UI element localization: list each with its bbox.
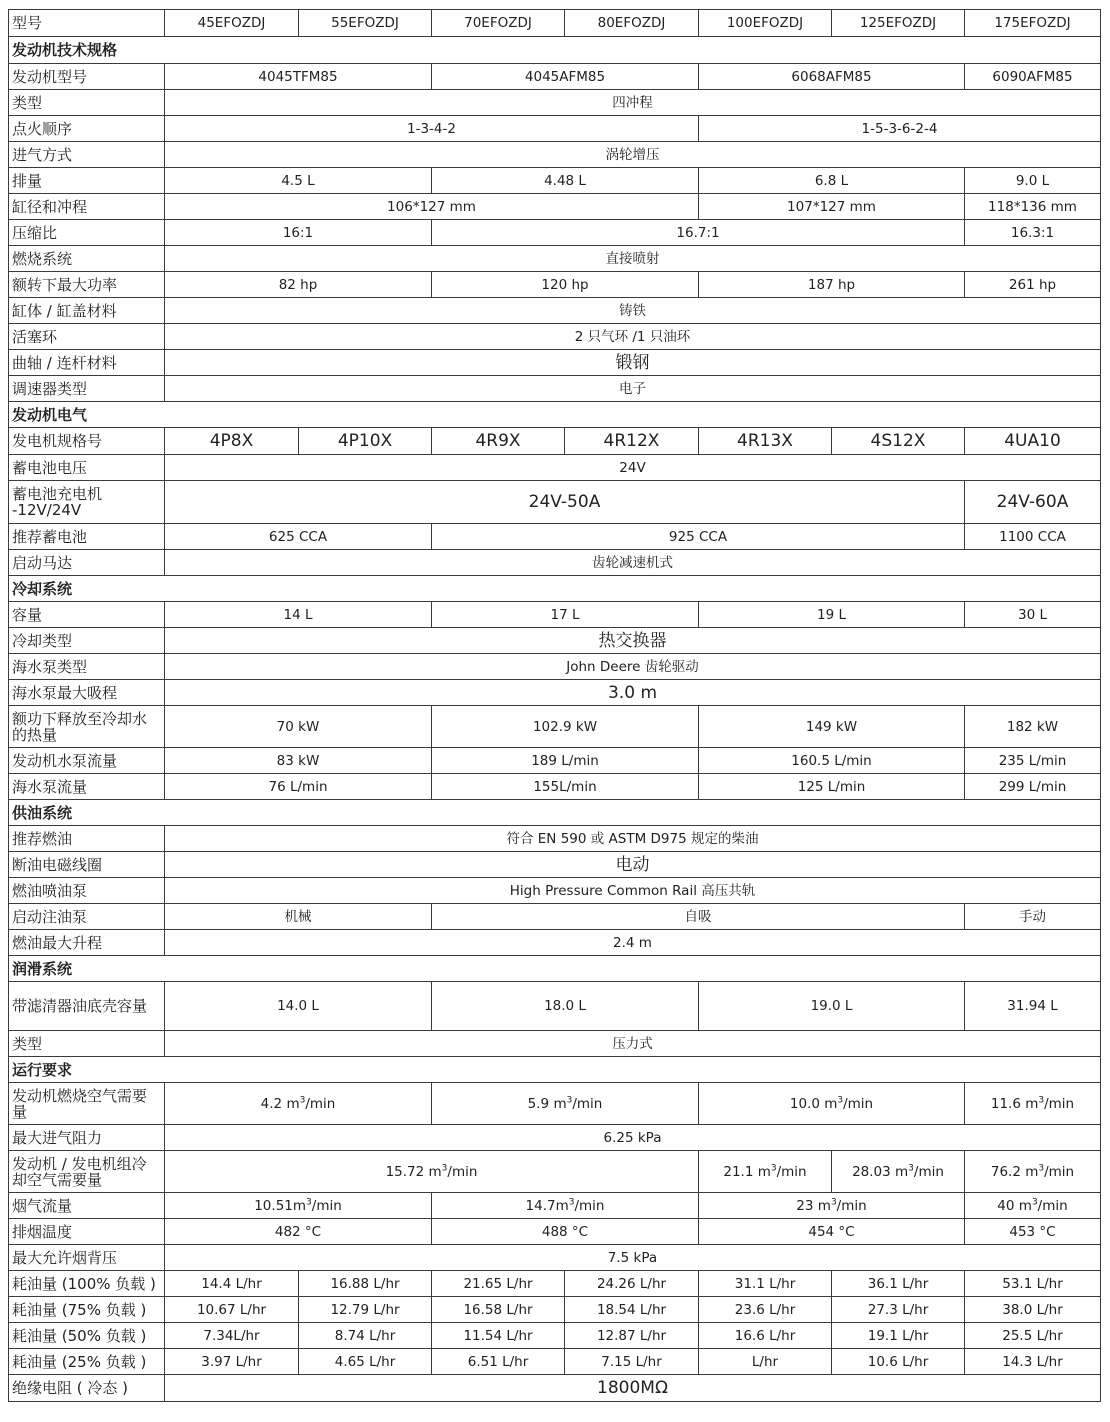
row-label: 耗油量 (50% 负载 ): [9, 1323, 165, 1349]
flow-value: 5.9: [527, 1095, 550, 1112]
cell: 7.15 L/hr: [565, 1349, 699, 1375]
row-label: 带滤清器油底壳容量: [9, 982, 165, 1031]
unit: m: [286, 1095, 300, 1112]
cell: 83 kW: [165, 748, 432, 774]
cell: John Deere 齿轮驱动: [165, 654, 1101, 680]
row-label: 海水泵流量: [9, 774, 165, 800]
model-cell: 125EFOZDJ: [832, 10, 965, 37]
model-label: 型号: [9, 10, 165, 37]
table-row: [9, 878, 1101, 904]
cell: 16.7:1: [432, 220, 965, 246]
unit: m: [824, 1095, 838, 1112]
row-label: 蓄电池充电机 -12V/24V: [9, 481, 165, 524]
cell: 149 kW: [699, 706, 965, 748]
table-row: [9, 90, 1101, 116]
cell: 31.94 L: [965, 982, 1101, 1031]
cell: 19.0 L: [699, 982, 965, 1031]
cell: 自吸: [432, 904, 965, 930]
flow-value: 28.03: [852, 1163, 891, 1180]
row-label: 绝缘电阻 ( 冷态 ): [9, 1375, 165, 1402]
cell: 14.4 L/hr: [165, 1271, 299, 1297]
table-row: [9, 194, 1101, 220]
cell: 24V-50A: [165, 481, 965, 524]
cell: 30 L: [965, 602, 1101, 628]
cell: 155L/min: [432, 774, 699, 800]
row-label: 容量: [9, 602, 165, 628]
table-row: [9, 524, 1101, 550]
cell: 4R13X: [699, 428, 832, 455]
model-cell: 80EFOZDJ: [565, 10, 699, 37]
table-row: [9, 1125, 1101, 1151]
cell: 四冲程: [165, 90, 1101, 116]
cell: 454 °C: [699, 1219, 965, 1245]
cell: 齿轮减速机式: [165, 550, 1101, 576]
cell: High Pressure Common Rail 高压共轨: [165, 878, 1101, 904]
table-row: [9, 455, 1101, 481]
flow-value: 14.7: [525, 1197, 556, 1214]
unit: m: [1018, 1197, 1032, 1214]
cell: 2.4 m: [165, 930, 1101, 956]
cell: [165, 1151, 699, 1193]
table-row: [9, 1297, 1101, 1323]
row-label: 燃烧系统: [9, 246, 165, 272]
cell: [832, 1151, 965, 1193]
model-cell: 175EFOZDJ: [965, 10, 1101, 37]
table-row: [9, 1245, 1101, 1271]
table-row: [9, 1349, 1101, 1375]
cell: 19.1 L/hr: [832, 1323, 965, 1349]
cell: 11.54 L/hr: [432, 1323, 565, 1349]
cell: 4P10X: [299, 428, 432, 455]
cell: 符合 EN 590 或 ASTM D975 规定的柴油: [165, 826, 1101, 852]
cell: 70 kW: [165, 706, 432, 748]
table-row: [9, 481, 1101, 524]
table-row: [9, 1031, 1101, 1057]
unit-exp: 3: [566, 1095, 573, 1105]
cell: 4.5 L: [165, 168, 432, 194]
cell: 16.58 L/hr: [432, 1297, 565, 1323]
row-label: 缸径和冲程: [9, 194, 165, 220]
unit: m: [1025, 1163, 1039, 1180]
cell: 19 L: [699, 602, 965, 628]
section-title-lube: 润滑系统: [9, 956, 1101, 982]
unit-tail: /min: [305, 1095, 336, 1112]
cell: 10.67 L/hr: [165, 1297, 299, 1323]
model-row: [9, 10, 1101, 37]
row-label: 曲轴 / 连杆材料: [9, 350, 165, 376]
cell: 锻钢: [165, 350, 1101, 376]
table-row: [9, 852, 1101, 878]
cell: 125 L/min: [699, 774, 965, 800]
row-label: 耗油量 (100% 负载 ): [9, 1271, 165, 1297]
cell: 14 L: [165, 602, 432, 628]
table-row: [9, 1151, 1101, 1193]
table-row: [9, 298, 1101, 324]
unit-exp: 3: [770, 1163, 777, 1173]
cell: [699, 1151, 832, 1193]
cell: [165, 1083, 432, 1125]
model-cell: 70EFOZDJ: [432, 10, 565, 37]
cell: 23.6 L/hr: [699, 1297, 832, 1323]
flow-value: 11.6: [990, 1095, 1021, 1112]
table-row: [9, 706, 1101, 748]
unit-tail: /min: [447, 1163, 478, 1180]
cell: 6068AFM85: [699, 64, 965, 90]
cell: 118*136 mm: [965, 194, 1101, 220]
cell: 压力式: [165, 1031, 1101, 1057]
unit: m: [553, 1095, 567, 1112]
table-row: [9, 220, 1101, 246]
cell: 8.74 L/hr: [299, 1323, 432, 1349]
section-row: [9, 576, 1101, 602]
flow-value: 4.2: [260, 1095, 283, 1112]
cell: 电动: [165, 852, 1101, 878]
cell: 7.34L/hr: [165, 1323, 299, 1349]
unit-tail: /min: [776, 1163, 807, 1180]
row-label: 缸体 / 缸盖材料: [9, 298, 165, 324]
cell: 160.5 L/min: [699, 748, 965, 774]
unit-exp: 3: [908, 1163, 914, 1173]
cell: 120 hp: [432, 272, 699, 298]
unit-exp: 3: [306, 1197, 312, 1207]
model-cell: 55EFOZDJ: [299, 10, 432, 37]
row-label: 活塞环: [9, 324, 165, 350]
row-label: 发动机燃烧空气需要量: [9, 1083, 165, 1125]
unit-tail: /min: [913, 1163, 944, 1180]
unit-exp: 3: [1031, 1197, 1038, 1207]
flow-value: 40: [997, 1197, 1015, 1214]
cell: 10.6 L/hr: [832, 1349, 965, 1375]
cell: 36.1 L/hr: [832, 1271, 965, 1297]
cell: 6.25 kPa: [165, 1125, 1101, 1151]
unit-tail: /min: [1044, 1095, 1075, 1112]
table-row: [9, 904, 1101, 930]
table-row: [9, 272, 1101, 298]
cell: 4UA10: [965, 428, 1101, 455]
table-row: [9, 142, 1101, 168]
unit: m: [757, 1163, 771, 1180]
cell: 53.1 L/hr: [965, 1271, 1101, 1297]
section-row: [9, 37, 1101, 64]
table-row: [9, 246, 1101, 272]
section-row: [9, 800, 1101, 826]
cell: 14.3 L/hr: [965, 1349, 1101, 1375]
cell: 4R12X: [565, 428, 699, 455]
cell: 38.0 L/hr: [965, 1297, 1101, 1323]
unit-tail: /min: [311, 1197, 342, 1214]
table-row: [9, 1323, 1101, 1349]
row-label: 蓄电池电压: [9, 455, 165, 481]
row-label: 额功下释放至冷却水的热量: [9, 706, 165, 748]
unit: m: [1025, 1095, 1039, 1112]
row-label: 启动注油泵: [9, 904, 165, 930]
cell: 4045TFM85: [165, 64, 432, 90]
unit: m: [428, 1163, 442, 1180]
table-row: [9, 168, 1101, 194]
table-row: [9, 628, 1101, 654]
cell: 21.65 L/hr: [432, 1271, 565, 1297]
section-title-cooling: 冷却系统: [9, 576, 1101, 602]
row-label: 推荐蓄电池: [9, 524, 165, 550]
cell: 16.3:1: [965, 220, 1101, 246]
cell: 76 L/min: [165, 774, 432, 800]
cell: 107*127 mm: [699, 194, 965, 220]
unit-tail: /min: [572, 1095, 603, 1112]
row-label: 调速器类型: [9, 376, 165, 402]
cell: 482 °C: [165, 1219, 432, 1245]
section-title-operation: 运行要求: [9, 1057, 1101, 1083]
cell: 16:1: [165, 220, 432, 246]
cell: 106*127 mm: [165, 194, 699, 220]
row-label: 冷却类型: [9, 628, 165, 654]
flow-value: 23: [796, 1197, 814, 1214]
cell: 6.8 L: [699, 168, 965, 194]
cell: [965, 1193, 1101, 1219]
section-row: [9, 1057, 1101, 1083]
row-label: 耗油量 (75% 负载 ): [9, 1297, 165, 1323]
cell: [699, 1083, 965, 1125]
table-row: [9, 350, 1101, 376]
row-label: 海水泵最大吸程: [9, 680, 165, 706]
row-label: 燃油喷油泵: [9, 878, 165, 904]
unit: m: [555, 1197, 569, 1214]
cell: 189 L/min: [432, 748, 699, 774]
unit: m: [292, 1197, 307, 1214]
flow-value: 15.72: [385, 1163, 425, 1180]
row-label: 最大进气阻力: [9, 1125, 165, 1151]
row-label: 断油电磁线圈: [9, 852, 165, 878]
unit-exp: 3: [1038, 1095, 1045, 1105]
cell: 82 hp: [165, 272, 432, 298]
cell: 4.65 L/hr: [299, 1349, 432, 1375]
cell: 电子: [165, 376, 1101, 402]
flow-value: 10.0: [789, 1095, 820, 1112]
cell: 6.51 L/hr: [432, 1349, 565, 1375]
unit-tail: /min: [1044, 1163, 1075, 1180]
row-label: 发动机 / 发电机组冷却空气需要量: [9, 1151, 165, 1193]
row-label: 推荐燃油: [9, 826, 165, 852]
table-row: [9, 602, 1101, 628]
row-label: 类型: [9, 90, 165, 116]
table-row: [9, 654, 1101, 680]
table-row: [9, 324, 1101, 350]
table-row: [9, 930, 1101, 956]
cell: 25.5 L/hr: [965, 1323, 1101, 1349]
cell: [432, 1083, 699, 1125]
cell: 直接喷射: [165, 246, 1101, 272]
row-label: 进气方式: [9, 142, 165, 168]
table-row: [9, 64, 1101, 90]
table-row: [9, 428, 1101, 455]
cell: 18.54 L/hr: [565, 1297, 699, 1323]
unit: m: [817, 1197, 831, 1214]
unit-exp: 3: [568, 1197, 575, 1207]
cell: 4.48 L: [432, 168, 699, 194]
table-row: [9, 680, 1101, 706]
cell: 机械: [165, 904, 432, 930]
unit-tail: /min: [843, 1095, 874, 1112]
row-label: 发动机水泵流量: [9, 748, 165, 774]
cell: [965, 1083, 1101, 1125]
cell: 182 kW: [965, 706, 1101, 748]
unit-exp: 3: [299, 1095, 306, 1105]
cell: L/hr: [699, 1349, 832, 1375]
flow-value: 10.51: [254, 1197, 293, 1214]
cell: 16.6 L/hr: [699, 1323, 832, 1349]
cell: 4S12X: [832, 428, 965, 455]
flow-value: 76.2: [990, 1163, 1021, 1180]
section-title-engine-spec: 发动机技术规格: [9, 37, 1101, 64]
cell: 31.1 L/hr: [699, 1271, 832, 1297]
row-label: 排烟温度: [9, 1219, 165, 1245]
cell: 1800MΩ: [165, 1375, 1101, 1402]
cell: 12.79 L/hr: [299, 1297, 432, 1323]
cell: 261 hp: [965, 272, 1101, 298]
table-row: [9, 376, 1101, 402]
cell: 453 °C: [965, 1219, 1101, 1245]
row-label: 燃油最大升程: [9, 930, 165, 956]
cell: 299 L/min: [965, 774, 1101, 800]
cell: 涡轮增压: [165, 142, 1101, 168]
table-row: [9, 116, 1101, 142]
cell: 27.3 L/hr: [832, 1297, 965, 1323]
cell: 925 CCA: [432, 524, 965, 550]
unit-tail: /min: [574, 1197, 605, 1214]
unit-tail: /min: [836, 1197, 867, 1214]
cell: 488 °C: [432, 1219, 699, 1245]
cell: 17 L: [432, 602, 699, 628]
cell: [165, 1193, 432, 1219]
cell: 4P8X: [165, 428, 299, 455]
table-row: [9, 1375, 1101, 1402]
table-row: [9, 982, 1101, 1031]
unit: m: [895, 1163, 909, 1180]
cell: [432, 1193, 699, 1219]
cell: [699, 1193, 965, 1219]
cell: 18.0 L: [432, 982, 699, 1031]
cell: 102.9 kW: [432, 706, 699, 748]
section-row: [9, 956, 1101, 982]
row-label: 海水泵类型: [9, 654, 165, 680]
unit-exp: 3: [441, 1163, 448, 1173]
unit-tail: /min: [1037, 1197, 1068, 1214]
flow-value: 21.1: [723, 1163, 754, 1180]
table-row: [9, 550, 1101, 576]
cell: 4045AFM85: [432, 64, 699, 90]
cell: 9.0 L: [965, 168, 1101, 194]
cell: 铸铁: [165, 298, 1101, 324]
row-label: 发电机规格号: [9, 428, 165, 455]
row-label: 烟气流量: [9, 1193, 165, 1219]
cell: 1100 CCA: [965, 524, 1101, 550]
row-label: 额转下最大功率: [9, 272, 165, 298]
row-label: 点火顺序: [9, 116, 165, 142]
cell: 12.87 L/hr: [565, 1323, 699, 1349]
row-label: 启动马达: [9, 550, 165, 576]
section-row: [9, 402, 1101, 428]
row-label: 类型: [9, 1031, 165, 1057]
cell: 24V-60A: [965, 481, 1101, 524]
cell: 3.0 m: [165, 680, 1101, 706]
row-label: 压缩比: [9, 220, 165, 246]
table-row: [9, 748, 1101, 774]
unit-exp: 3: [1038, 1163, 1045, 1173]
unit-exp: 3: [830, 1197, 837, 1207]
cell: 6090AFM85: [965, 64, 1101, 90]
cell: 24.26 L/hr: [565, 1271, 699, 1297]
row-label: 耗油量 (25% 负载 ): [9, 1349, 165, 1375]
unit-exp: 3: [837, 1095, 844, 1105]
spec-table: [8, 9, 1101, 1402]
section-title-fuel: 供油系统: [9, 800, 1101, 826]
section-title-electrical: 发动机电气: [9, 402, 1101, 428]
cell: 手动: [965, 904, 1101, 930]
row-label: 最大允许烟背压: [9, 1245, 165, 1271]
row-label: 排量: [9, 168, 165, 194]
cell: 625 CCA: [165, 524, 432, 550]
model-cell: 45EFOZDJ: [165, 10, 299, 37]
table-row: [9, 1193, 1101, 1219]
cell: 1-5-3-6-2-4: [699, 116, 1101, 142]
cell: 24V: [165, 455, 1101, 481]
cell: 187 hp: [699, 272, 965, 298]
cell: 2 只气环 /1 只油环: [165, 324, 1101, 350]
cell: 3.97 L/hr: [165, 1349, 299, 1375]
cell: 1-3-4-2: [165, 116, 699, 142]
cell: 235 L/min: [965, 748, 1101, 774]
cell: 热交换器: [165, 628, 1101, 654]
cell: 16.88 L/hr: [299, 1271, 432, 1297]
table-row: [9, 774, 1101, 800]
table-row: [9, 826, 1101, 852]
model-cell: 100EFOZDJ: [699, 10, 832, 37]
cell: [965, 1151, 1101, 1193]
table-row: [9, 1219, 1101, 1245]
cell: 14.0 L: [165, 982, 432, 1031]
cell: 4R9X: [432, 428, 565, 455]
table-row: [9, 1271, 1101, 1297]
row-label: 发动机型号: [9, 64, 165, 90]
cell: 7.5 kPa: [165, 1245, 1101, 1271]
table-row: [9, 1083, 1101, 1125]
